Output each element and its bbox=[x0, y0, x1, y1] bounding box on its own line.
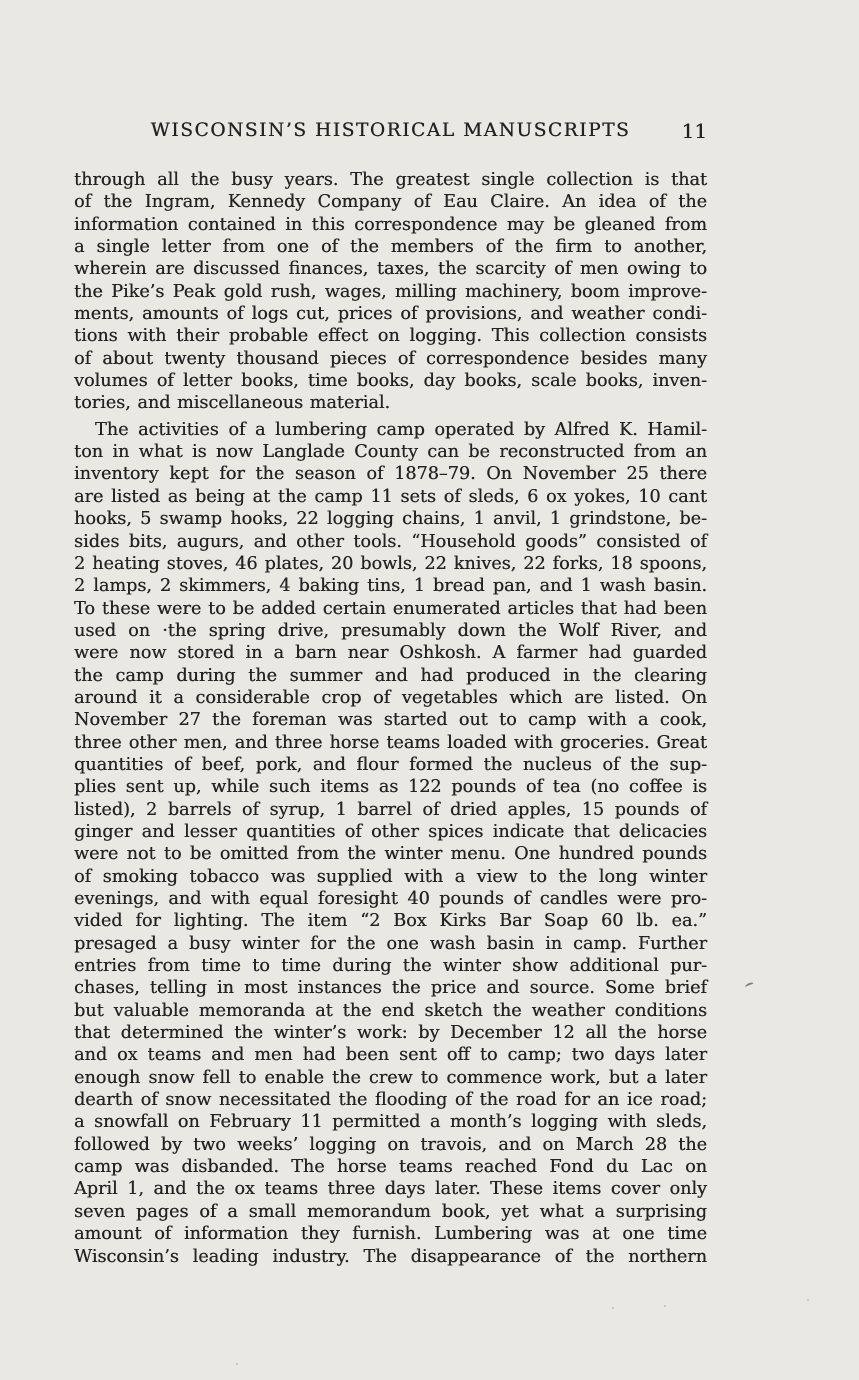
text-line: ments, amounts of logs cut, prices of provisions, and weather condi- bbox=[74, 304, 707, 325]
text-line: hooks, 5 swamp hooks, 22 logging chains, 1 anvil, 1 grindstone, be- bbox=[74, 509, 707, 530]
text-line: that determined the winter’s work: by December 12 all the horse bbox=[74, 1023, 707, 1044]
text-line: vided for lighting. The item “2 Box Kirks Bar Soap 60 lb. ea.” bbox=[74, 911, 707, 932]
paragraph bbox=[74, 169, 707, 415]
text-line: listed), 2 barrels of syrup, 1 barrel of dried apples, 15 pounds of bbox=[74, 799, 707, 820]
page-header bbox=[74, 120, 707, 146]
text-line: 2 lamps, 2 skimmers, 4 baking tins, 1 bread pan, and 1 wash basin. bbox=[74, 576, 707, 597]
text-line: a single letter from one of the members of the firm to another, bbox=[74, 237, 707, 258]
text-line: tories, and miscellaneous material. bbox=[74, 393, 391, 414]
scan-speck bbox=[664, 1305, 666, 1307]
text-line: of about twenty thousand pieces of correspondence besides many bbox=[74, 348, 707, 369]
text-line: April 1, and the ox teams three days later. These items cover only bbox=[74, 1179, 707, 1200]
text-line: presaged a busy winter for the one wash basin in camp. Further bbox=[74, 933, 707, 954]
text-line: were now stored in a barn near Oshkosh. A farmer had guarded bbox=[74, 643, 707, 664]
text-line: used on ·the spring drive, presumably down the Wolf River, and bbox=[74, 620, 707, 641]
scan-artifact-mark bbox=[744, 982, 754, 990]
text-line: and ox teams and men had been sent off to camp; two days later bbox=[74, 1045, 707, 1066]
text-line: wherein are discussed finances, taxes, the scarcity of men owing to bbox=[74, 259, 707, 280]
text-line: To these were to be added certain enumerated articles that had been bbox=[74, 598, 707, 619]
text-line: tions with their probable effect on logging. This collection consists bbox=[74, 326, 707, 347]
text-line: The activities of a lumbering camp operated by Alfred K. Hamil- bbox=[95, 419, 707, 440]
text-line: November 27 the foreman was started out to camp with a cook, bbox=[74, 710, 707, 731]
text-line: evenings, and with equal foresight 40 pounds of candles were pro- bbox=[74, 889, 707, 909]
text-line: ton in what is now Langlade County can be reconstructed from an bbox=[74, 442, 707, 463]
text-line: are listed as being at the camp 11 sets of sleds, 6 ox yokes, 10 cant bbox=[74, 486, 707, 507]
text-line: quantities of beef, pork, and flour formed the nucleus of the sup- bbox=[74, 754, 707, 775]
text-line: volumes of letter books, time books, day books, scale books, inven- bbox=[74, 371, 707, 392]
scan-speck bbox=[612, 1307, 614, 1309]
text-line: 2 heating stoves, 46 plates, 20 bowls, 22 knives, 22 forks, 18 spoons, bbox=[74, 553, 707, 574]
text-line: inventory kept for the season of 1878–79. On November 25 there bbox=[74, 464, 707, 485]
text-line: but valuable memoranda at the end sketch the weather conditions bbox=[74, 1000, 707, 1021]
text-line: a snowfall on February 11 permitted a month’s logging with sleds, bbox=[74, 1112, 707, 1133]
text-line: chases, telling in most instances the price and source. Some brief bbox=[74, 978, 707, 999]
text-line: Wisconsin’s leading industry. The disappearance of the northern bbox=[74, 1246, 707, 1267]
text-line: sides bits, augurs, and other tools. “Household goods” consisted of bbox=[74, 531, 707, 552]
scan-speck bbox=[807, 1299, 809, 1301]
text-line: entries from time to time during the winter show additional pur- bbox=[74, 956, 707, 977]
text-line: camp was disbanded. The horse teams reached Fond du Lac on bbox=[74, 1157, 707, 1178]
text-line: amount of information they furnish. Lumbering was at one time bbox=[74, 1224, 707, 1245]
text-line: the camp during the summer and had produced in the clearing bbox=[74, 665, 707, 686]
text-line: the Pike’s Peak gold rush, wages, milling machinery, boom improve- bbox=[74, 281, 707, 302]
text-line: were not to be omitted from the winter menu. One hundred pounds bbox=[74, 844, 707, 865]
text-line: three other men, and three horse teams loaded with groceries. Great bbox=[74, 732, 707, 753]
text-line: seven pages of a small memorandum book, yet what a surprising bbox=[74, 1201, 707, 1222]
scan-speck bbox=[236, 1363, 238, 1365]
text-line: information contained in this correspondence may be gleaned from bbox=[74, 214, 707, 235]
text-line: followed by two weeks’ logging on travois, and on March 28 the bbox=[74, 1134, 707, 1155]
text-line: enough snow fell to enable the crew to commence work, but a later bbox=[74, 1067, 707, 1088]
page-number: 11 bbox=[681, 119, 707, 143]
text-line: around it a considerable crop of vegetables which are listed. On bbox=[74, 687, 707, 708]
text-line: dearth of snow necessitated the flooding of the road for an ice road; bbox=[74, 1090, 707, 1111]
text-line: of smoking tobacco was supplied with a view to the long winter bbox=[74, 866, 707, 887]
paragraph bbox=[74, 419, 707, 1268]
text-line: through all the busy years. The greatest single collection is that bbox=[74, 170, 707, 190]
text-line: ginger and lesser quantities of other spices indicate that delicacies bbox=[74, 821, 707, 842]
running-title: WISCONSIN’S HISTORICAL MANUSCRIPTS bbox=[150, 120, 631, 141]
text-line: of the Ingram, Kennedy Company of Eau Claire. An idea of the bbox=[74, 192, 707, 213]
text-line: plies sent up, while such items as 122 pounds of tea (no coffee is bbox=[74, 777, 707, 798]
page-body bbox=[74, 169, 707, 1268]
